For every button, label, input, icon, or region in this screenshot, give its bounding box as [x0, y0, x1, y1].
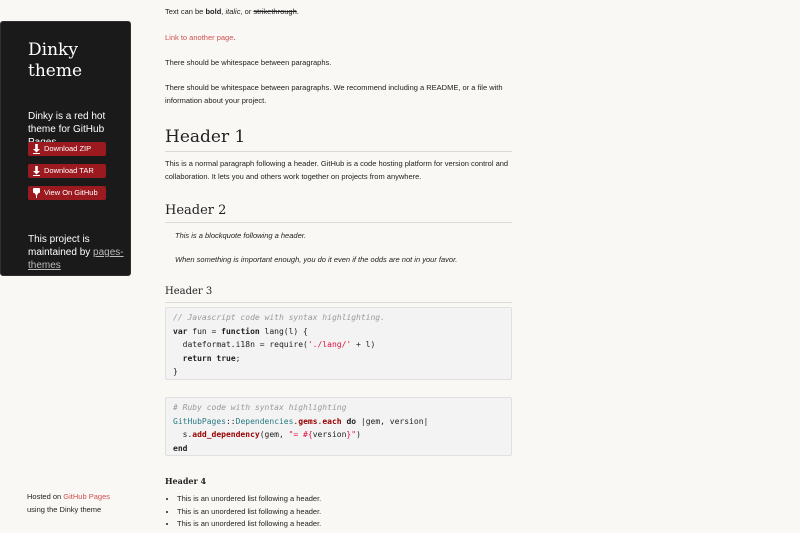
hosted-note [27, 490, 127, 516]
blockquote-line-2: When something is important enough, you do it even if the odds are not in your favor. [175, 255, 458, 264]
blockquote-line-1: This is a blockquote following a header. [175, 231, 307, 240]
site-tagline: Dinky is a red hot theme for GitHub [28, 111, 106, 135]
intro-comma: , [221, 7, 224, 16]
github-icon [33, 188, 40, 198]
download-zip-button[interactable] [28, 142, 106, 156]
unordered-list [165, 493, 512, 531]
view-on-github-label: View On GitHub [44, 188, 98, 197]
list-item: • This is an unordered list following a header. [177, 493, 512, 506]
list-item: • This is an unordered list following a header. [177, 506, 512, 519]
site-title[interactable]: Dinky theme [28, 40, 83, 81]
hosted-prefix: Hosted on [27, 492, 62, 501]
link-end: . [233, 33, 236, 42]
view-on-github-button[interactable] [28, 186, 106, 200]
intro-prefix: Text can be [165, 7, 204, 16]
header-2: Header 2 [165, 202, 512, 223]
bold-text: bold [205, 7, 222, 16]
list-item: • This is an unordered list following a header. [177, 518, 512, 531]
link-paragraph [165, 32, 512, 45]
hosted-suffix: using the Dinky theme [27, 505, 102, 514]
whitespace-paragraph: There should be whitespace between paragraphs. [165, 58, 332, 67]
ruby-code-block: # Ruby code with syntax highlighting GitHubPages::Dependencies.gems.each do |gem, version| s.add_dependency(gem, "= #{version}") end [165, 397, 512, 456]
download-zip-label: Download ZIP [44, 144, 92, 153]
intro-paragraph [165, 6, 512, 19]
javascript-code-block: // Javascript code with syntax highlighting. var fun = function lang(l) { dateformat.i18n = require('./lang/' + l) return true; } [165, 307, 512, 380]
maintainer-prefix: This project is maintained by [28, 234, 91, 258]
sidebar [0, 21, 131, 276]
maintainer-note [28, 233, 124, 272]
another-page-link[interactable]: Link to another page [165, 33, 234, 42]
download-icon [33, 166, 40, 176]
download-icon [33, 144, 40, 154]
header-4: Header 4 [165, 476, 207, 486]
header-1-paragraph: This is a normal paragraph following a header. GitHub is a code hosting platform for version control and collaboration. It lets you and others work together on projects from anywhere. [165, 159, 509, 181]
header-1: Header 1 [165, 126, 512, 152]
header-3: Header 3 [165, 285, 512, 303]
github-pages-link[interactable]: GitHub Pages [63, 492, 110, 501]
download-tar-button[interactable] [28, 164, 106, 178]
italic-text: italic [225, 7, 241, 16]
strikethrough-text: strikethrough [253, 7, 297, 16]
readme-paragraph: There should be whitespace between paragraphs. We recommend including a README, or a file with information about your project. [165, 83, 503, 105]
intro-end: . [296, 7, 299, 16]
intro-or: , or [240, 7, 252, 16]
maintainer-link[interactable]: pages-themes [28, 247, 124, 271]
download-tar-label: Download TAR [44, 166, 94, 175]
